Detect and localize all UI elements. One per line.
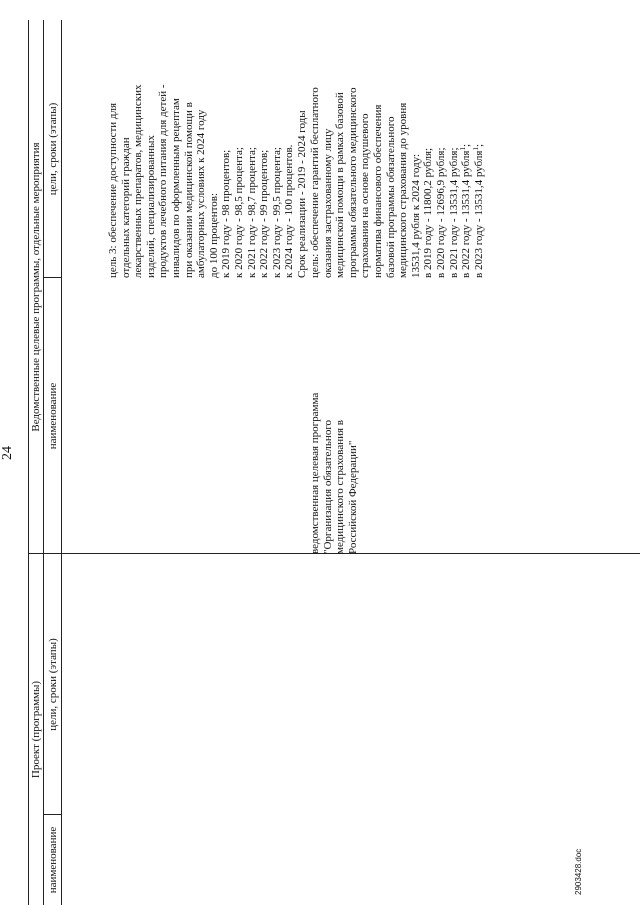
project-group-header: Проект (программы) (30, 680, 42, 779)
project-goals-column-header: цели, сроки (этапы) (47, 638, 59, 731)
goal-line: до 100 процентов: (207, 192, 220, 278)
dept-name-column-header: наименование (47, 382, 59, 450)
goal-line: продуктов лечебного питания для детей - (157, 84, 170, 278)
goal-line: лекарственных препаратов, медицинских (132, 84, 145, 278)
goal-line: при оказании медицинской помощи в (182, 102, 195, 278)
row1-goal-text (107, 85, 309, 279)
program-name-line: Российской Федерации" (346, 440, 359, 554)
program-name-line: "Организация обязательного (321, 419, 334, 554)
goal-line: к 2022 году - 99 процентов; (258, 149, 271, 278)
goal-line: оказания застрахованному лицу (321, 128, 334, 278)
goal-line: изделий, специализированных (144, 135, 157, 278)
footnote-marker: 1 (471, 147, 480, 151)
page-number: 24 (0, 446, 15, 460)
goal-line-text: в 2023 году - 13531,4 рубля (472, 150, 485, 278)
goal-line: отдельных категорий граждан (119, 137, 132, 278)
goal-line: программы обязательного медицинского (346, 87, 359, 278)
goal-line: инвалидов по оформленным рецептам (169, 98, 182, 278)
goal-line: медицинской помощи в рамках базовой (334, 92, 347, 278)
goal-line-with-footnote (473, 87, 486, 278)
departmental-group-header: Ведомственные целевые программы, отдельные мероприятия (30, 142, 42, 432)
goal-line: Срок реализации - 2019 - 2024 годы (295, 110, 308, 278)
goal-line: норматива финансового обеспечения (371, 104, 384, 278)
row2-goal-text (309, 87, 485, 278)
goal-line: в 2019 году - 11800,2 рубля; (422, 147, 435, 278)
goal-line: базовой программы обязательного (384, 116, 397, 278)
goal-line: цель 3: обеспечение доступности для (107, 102, 119, 278)
program-name-line: медицинского страхования в (334, 420, 347, 554)
goal-line-text: в 2022 году - 13531,4 рубля (460, 150, 473, 278)
goal-line: амбулаторных условиях к 2024 году (195, 109, 208, 278)
dept-goals-column-header: цели, сроки (этапы) (47, 102, 59, 196)
group-header-rule (43, 20, 44, 905)
table-top-rule (28, 20, 29, 905)
document-file-code: 2903428.doc (574, 848, 583, 895)
goal-line: медицинского страхования до уровня (397, 102, 410, 278)
goal-line-with-footnote (460, 87, 473, 278)
goal-line-suffix: ; (472, 143, 485, 148)
goal-line-suffix: ; (460, 143, 473, 148)
goal-line: к 2024 году - 100 процентов. (283, 144, 296, 278)
goal-line: в 2021 году - 13531,4 рубля; (447, 147, 460, 278)
goal-line: к 2019 году - 98 процентов; (220, 149, 233, 278)
goal-line: страхования на основе подушевого (359, 113, 372, 278)
goal-line: в 2020 году - 12696,9 рубля; (434, 147, 447, 278)
column-header-rule (61, 20, 62, 905)
goal-line: к 2023 году - 99,5 процента; (270, 147, 283, 278)
project-name-column-header: наименование (47, 826, 59, 894)
row2-program-name (309, 393, 359, 554)
goal-line: цель: обеспечение гарантий бесплатного (309, 87, 321, 278)
goal-line: к 2020 году - 98,5 процента; (232, 147, 245, 278)
footnote-marker: 1 (459, 147, 468, 151)
goal-line: 13531,4 рубля к 2024 году: (409, 153, 422, 278)
goal-line: к 2021 году - 98,7 процента; (245, 147, 258, 278)
program-name-line: ведомственная целевая программа (309, 392, 321, 554)
